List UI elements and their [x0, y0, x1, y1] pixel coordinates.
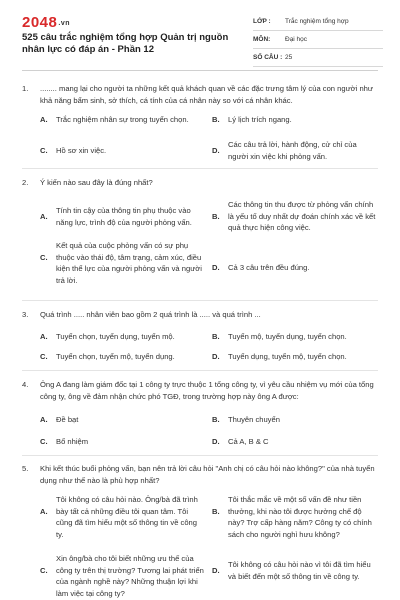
- option-text: Lý lịch trích ngang.: [228, 115, 292, 124]
- option-letter: C.: [40, 352, 48, 361]
- meta-row-subject: [253, 33, 383, 49]
- option-letter: D.: [212, 146, 220, 155]
- option-letter: D.: [212, 263, 220, 272]
- option-letter: C.: [40, 146, 48, 155]
- option-letter: A.: [40, 115, 48, 124]
- meta-key: SỐ CÂU :: [253, 54, 283, 61]
- question-text: ........ mang lại cho người ta những kết quả khách quan về các đặc trưng tâm lý của con người như khả năng bẩm sinh, sở thích, cá tính của cá nhân này so với cá nhân khác.: [40, 84, 373, 105]
- option-text: Cả 3 câu trên đều đúng.: [228, 263, 310, 272]
- option-text: Các thông tin thu được từ phỏng vấn chính là yếu tố duy nhất dự đoán chính xác về kết quả thực hiện công việc.: [228, 200, 376, 232]
- option-text: Tôi không có câu hỏi nào. Ông/bà đã trình bày tất cả những điều tôi quan tâm. Tôi cũng đã tìm hiểu một số thông tin về công ty.: [56, 495, 198, 539]
- option-letter: C.: [40, 253, 48, 262]
- option-letter: C.: [40, 437, 48, 446]
- option-letter: D.: [212, 352, 220, 361]
- option-letter: B.: [212, 332, 220, 341]
- question-text: Quá trình ..... nhân viên bao gồm 2 quá trình là ..... và quá trình ...: [40, 310, 261, 319]
- option-letter: A.: [40, 332, 48, 341]
- option-text: Tôi thắc mắc về một số vấn đề như tiền thưởng, khi nào tôi được hưởng chế độ này? Trợ cấp hàng năm? Công ty có chính sách cho người nghỉ hưu không?: [228, 495, 372, 539]
- logo-text: 2048: [22, 14, 58, 31]
- option-letter: B.: [212, 115, 220, 124]
- option-letter: D.: [212, 566, 220, 575]
- meta-value: 25: [285, 54, 293, 61]
- question-separator: [22, 300, 378, 301]
- question-text: Khi kết thúc buổi phỏng vấn, bạn nên trả lời câu hỏi "Anh chị có câu hỏi nào không?" của nhà tuyển dụng như thế nào là phù hợp nhất?: [40, 464, 375, 485]
- header-divider: [22, 70, 378, 71]
- site-logo[interactable]: [22, 14, 70, 31]
- option-text: Kết quả của cuộc phỏng vấn có sự phụ thuộc vào thái độ, tâm trạng, cảm xúc, điều kiện thể lực của người phỏng vấn và người trả lời.: [56, 241, 202, 285]
- option-letter: A.: [40, 415, 48, 424]
- option-text: Tuyển chọn, tuyển mộ, tuyển dụng.: [56, 352, 175, 361]
- meta-value: Trắc nghiệm tổng hợp: [285, 18, 349, 25]
- option-text: Tuyển dụng, tuyển mộ, tuyển chọn.: [228, 352, 347, 361]
- option-text: Tuyển mộ, tuyển dụng, tuyển chọn.: [228, 332, 347, 341]
- meta-row-class: [253, 15, 383, 31]
- option-text: Xin ông/bà cho tôi biết những ưu thế của công ty trên thị trường? Tương lai phát triển của ngành nghề này? Những thuận lợi khi làm việc tại công ty?: [56, 554, 204, 598]
- question-number: 5.: [22, 464, 29, 473]
- question-separator: [22, 370, 378, 371]
- option-text: Hồ sơ xin việc.: [56, 146, 107, 155]
- meta-key: MÔN:: [253, 36, 271, 43]
- question-text: Ông A đang làm giám đốc tại 1 công ty trực thuộc 1 tổng công ty, vì yêu cầu nhiệm vụ mới của tổng công ty, ông về đảm nhận chức phó TGĐ, trong trường hợp này ông A được:: [40, 380, 374, 401]
- document-header: [0, 0, 400, 68]
- logo-suffix: .vn: [58, 20, 70, 27]
- meta-key: LỚP :: [253, 18, 271, 25]
- option-letter: C.: [40, 566, 48, 575]
- option-letter: A.: [40, 507, 48, 516]
- option-text: Trắc nghiệm nhân sự trong tuyển chọn.: [56, 115, 189, 124]
- option-text: Bổ nhiệm: [56, 437, 89, 446]
- question-number: 4.: [22, 380, 29, 389]
- option-letter: D.: [212, 437, 220, 446]
- option-letter: A.: [40, 212, 48, 221]
- option-letter: B.: [212, 212, 220, 221]
- meta-row-count: [253, 51, 383, 67]
- meta-value: Đại học: [285, 36, 308, 43]
- option-text: Thuyên chuyển: [228, 415, 280, 424]
- option-text: Cả A, B & C: [228, 437, 269, 446]
- option-text: Các câu trả lời, hành động, cử chỉ của người xin việc khi phỏng vấn.: [228, 140, 357, 161]
- question-text: Ý kiến nào sau đây là đúng nhất?: [40, 178, 153, 187]
- option-text: Đề bạt: [56, 415, 79, 424]
- question-number: 3.: [22, 310, 29, 319]
- option-letter: B.: [212, 415, 220, 424]
- question-separator: [22, 455, 378, 456]
- page-title: 525 câu trắc nghiệm tổng hợp Quản trị nguồn nhân lực có đáp án - Phần 12: [22, 32, 229, 55]
- option-letter: B.: [212, 507, 220, 516]
- question-number: 1.: [22, 84, 29, 93]
- question-separator: [22, 168, 378, 169]
- option-text: Tính tin cậy của thông tin phụ thuộc vào năng lực, trình độ của người phỏng vấn.: [56, 206, 192, 227]
- option-text: Tôi không có câu hỏi nào vì tôi đã tìm hiểu và biết đến một số thông tin về công ty.: [228, 560, 371, 581]
- document-meta: [253, 15, 383, 69]
- option-text: Tuyển chọn, tuyển dụng, tuyển mộ.: [56, 332, 175, 341]
- question-number: 2.: [22, 178, 29, 187]
